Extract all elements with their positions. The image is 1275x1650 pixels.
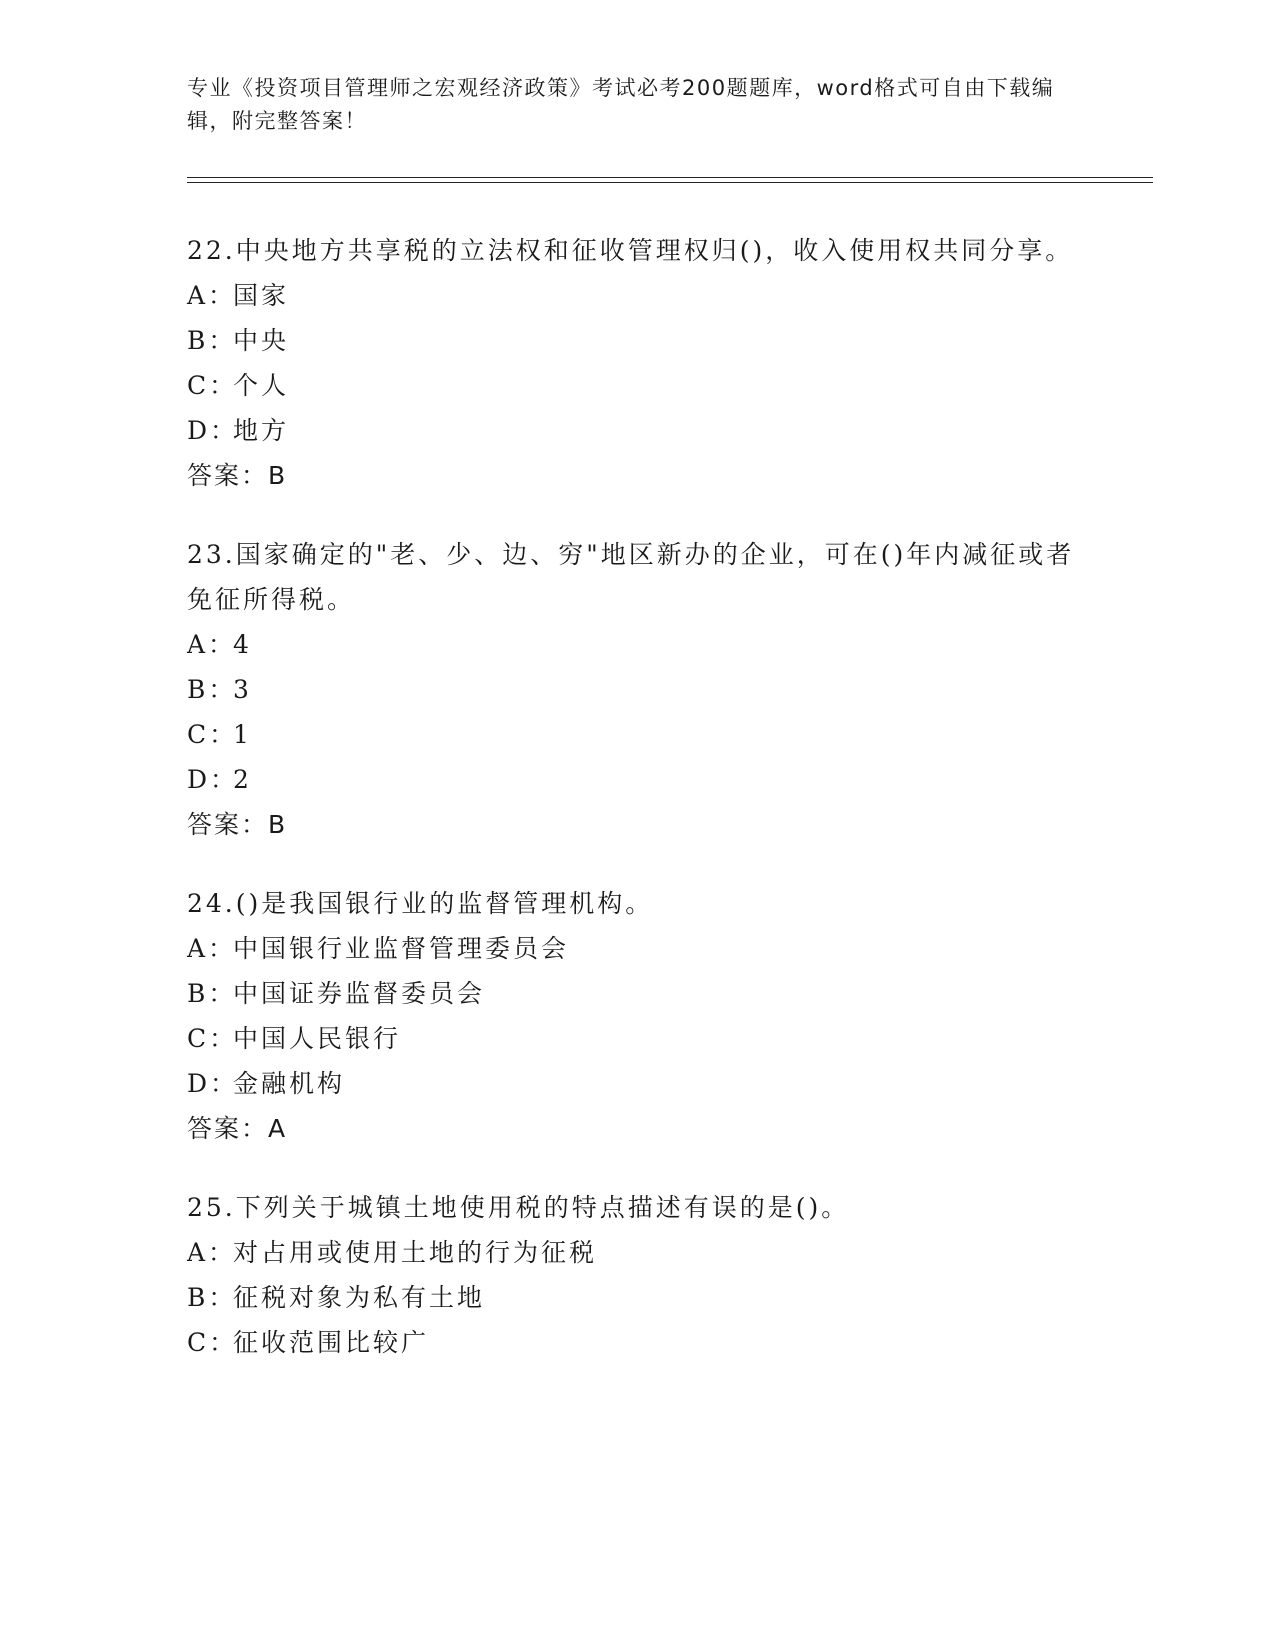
option-d [187, 1061, 1087, 1106]
question-list [187, 228, 1087, 1399]
option-c [187, 1320, 1087, 1365]
option-key: A： [187, 1238, 237, 1267]
answer-line: 答案：B [187, 461, 288, 490]
option-text: 对占用或使用土地的行为征税 [233, 1238, 598, 1267]
option-text: 征收范围比较广 [233, 1328, 430, 1357]
option-text: 3 [233, 675, 252, 704]
option-key: A： [187, 281, 237, 310]
option-text: 1 [233, 720, 252, 749]
option-b [187, 971, 1087, 1016]
question-24 [187, 881, 1087, 1151]
option-b [187, 667, 1087, 712]
option-text: 金融机构 [233, 1069, 346, 1098]
option-key: B： [187, 979, 237, 1008]
option-key: C： [187, 371, 238, 400]
option-a [187, 622, 1087, 667]
question-22 [187, 228, 1087, 498]
header-title: 专业《投资项目管理师之宏观经济政策》考试必考200题题库，word格式可自由下载编辑，附完整答案！ [187, 76, 1055, 133]
option-key: B： [187, 326, 237, 355]
option-a [187, 273, 1087, 318]
option-key: A： [187, 934, 237, 963]
document-header [187, 72, 1087, 138]
option-text: 个人 [233, 371, 290, 400]
option-a [187, 926, 1087, 971]
option-text: 中央 [233, 326, 290, 355]
option-text: 中国证券监督委员会 [233, 979, 486, 1008]
option-text: 国家 [233, 281, 290, 310]
option-key: B： [187, 675, 237, 704]
option-a [187, 1230, 1087, 1275]
question-stem: 23.国家确定的"老、少、边、穷"地区新办的企业，可在()年内减征或者免征所得税。 [187, 540, 1075, 614]
option-c [187, 363, 1087, 408]
option-text: 中国银行业监督管理委员会 [233, 934, 570, 963]
option-b [187, 1275, 1087, 1320]
option-text: 地方 [233, 416, 290, 445]
option-key: D： [187, 416, 239, 445]
question-stem: 24.()是我国银行业的监督管理机构。 [187, 889, 654, 918]
option-text: 征税对象为私有土地 [233, 1283, 486, 1312]
option-c [187, 712, 1087, 757]
option-key: A： [187, 630, 237, 659]
option-key: D： [187, 1069, 239, 1098]
option-key: C： [187, 1328, 238, 1357]
option-key: C： [187, 720, 238, 749]
option-c [187, 1016, 1087, 1061]
option-key: C： [187, 1024, 238, 1053]
option-d [187, 408, 1087, 453]
question-23 [187, 532, 1087, 847]
header-divider-bottom [187, 182, 1153, 183]
option-key: B： [187, 1283, 237, 1312]
header-divider-top [187, 177, 1153, 178]
option-d [187, 757, 1087, 802]
question-stem: 22.中央地方共享税的立法权和征收管理权归()，收入使用权共同分享。 [187, 236, 1074, 265]
option-text: 2 [233, 765, 252, 794]
question-25 [187, 1185, 1087, 1365]
option-b [187, 318, 1087, 363]
option-key: D： [187, 765, 239, 794]
option-text: 4 [233, 630, 252, 659]
question-stem: 25.下列关于城镇土地使用税的特点描述有误的是()。 [187, 1193, 850, 1222]
answer-line: 答案：A [187, 1114, 288, 1143]
option-text: 中国人民银行 [233, 1024, 402, 1053]
answer-line: 答案：B [187, 810, 288, 839]
